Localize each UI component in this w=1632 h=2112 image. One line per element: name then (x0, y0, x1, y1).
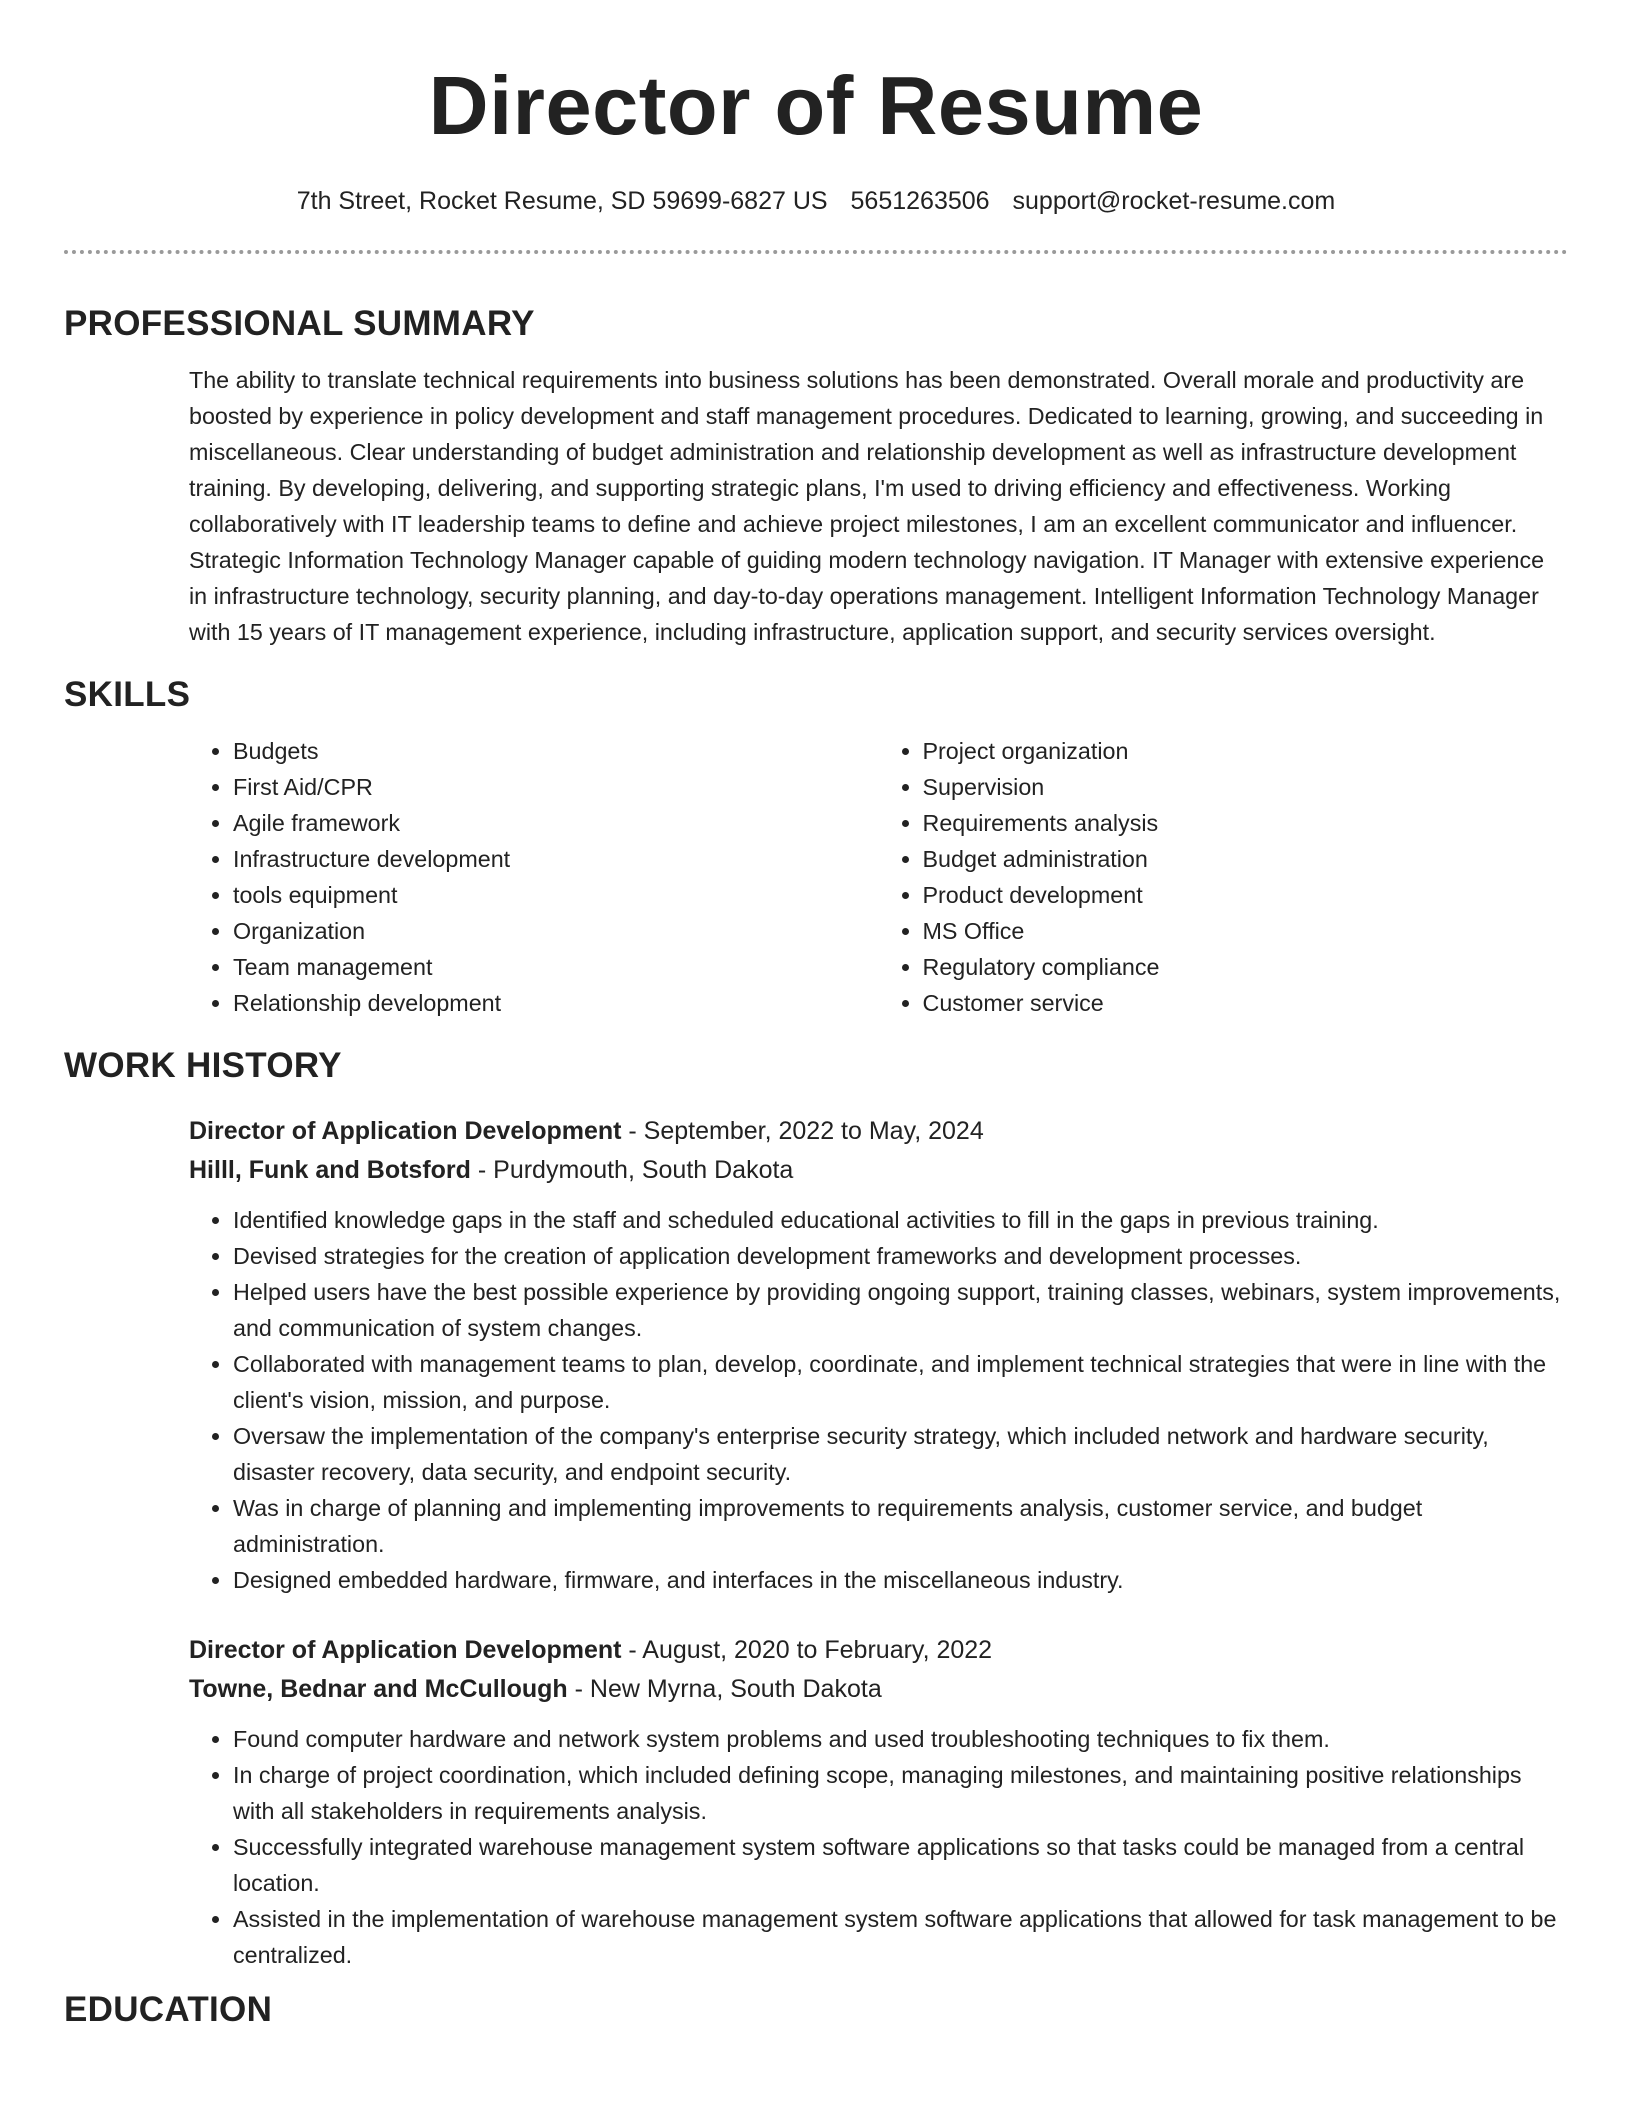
skill-item: • Requirements analysis (923, 805, 1569, 841)
contact-phone: 5651263506 (850, 187, 990, 215)
skill-item: • Team management (233, 949, 879, 985)
education-heading: EDUCATION (64, 1990, 273, 2029)
job-bullet: • Identified knowledge gaps in the staff and scheduled educational activities to fill in the gaps in previous training. (233, 1202, 1568, 1238)
job-company-line (189, 1151, 1568, 1190)
job-title-line (189, 1631, 1568, 1670)
job-bullet: • Assisted in the implementation of warehouse management system software applications that allowed for task management to be centralized. (233, 1901, 1568, 1973)
skills-heading: SKILLS (64, 675, 191, 714)
job-bullet: • Helped users have the best possible experience by providing ongoing support, training classes, webinars, system improvements, and communication of system changes. (233, 1274, 1568, 1346)
skill-item: • Project organization (923, 733, 1569, 769)
summary-section (64, 302, 1568, 650)
resume-name: Director of Resume (428, 59, 1204, 152)
job-bullet: • Oversaw the implementation of the company's enterprise security strategy, which included network and hardware security, disaster recovery, data security, and endpoint security. (233, 1418, 1568, 1490)
summary-heading: PROFESSIONAL SUMMARY (64, 304, 535, 343)
job-company-line (189, 1670, 1568, 1709)
job-location: - New Myrna, South Dakota (567, 1675, 882, 1703)
job-company: Towne, Bednar and McCullough (189, 1675, 568, 1703)
work-history-section (64, 1044, 1568, 1973)
skill-item: • Budgets (233, 733, 879, 769)
skill-item: • First Aid/CPR (233, 769, 879, 805)
job-bullets (189, 1202, 1568, 1598)
job-entry (189, 1112, 1568, 1598)
skill-item: • Relationship development (233, 985, 879, 1021)
job-title-line (189, 1112, 1568, 1151)
skill-item: • Infrastructure development (233, 841, 879, 877)
job-bullets (189, 1721, 1568, 1973)
skill-item: • Organization (233, 913, 879, 949)
job-bullet: • Successfully integrated warehouse management system software applications so that tasks could be managed from a central location. (233, 1829, 1568, 1901)
skill-item: • Customer service (923, 985, 1569, 1021)
resume-page (64, 0, 1568, 2032)
contact-address: 7th Street, Rocket Resume, SD 59699-6827 US (296, 187, 828, 215)
skill-item: • Product development (923, 877, 1569, 913)
work-history-heading: WORK HISTORY (64, 1046, 342, 1085)
job-bullet: • Was in charge of planning and implementing improvements to requirements analysis, customer service, and budget administration. (233, 1490, 1568, 1562)
skills-column-left (189, 733, 879, 1021)
job-dates: - September, 2022 to May, 2024 (621, 1117, 984, 1145)
skill-item: • Budget administration (923, 841, 1569, 877)
contact-email: support@rocket-resume.com (1012, 187, 1336, 215)
job-bullet: • Designed embedded hardware, firmware, and interfaces in the miscellaneous industry. (233, 1562, 1568, 1598)
summary-text: The ability to translate technical requirements into business solutions has been demonstrated. Overall morale and productivity are boosted by experience in policy development and staff management procedures. Dedicated to learning, growing, and succeeding in miscellaneous. Clear understanding of budget administration and relationship development as well as infrastructure development training. By developing, delivering, and supporting strategic plans, I'm used to driving efficiency and effectiveness. Working collaboratively with IT leadership teams to define and achieve project milestones, I am an excellent communicator and influencer. Strategic Information Technology Manager capable of guiding modern technology navigation. IT Manager with extensive experience in infrastructure technology, security planning, and day-to-day operations management. Intelligent Information Technology Manager with 15 years of IT management experience, including infrastructure, application support, and security services oversight. (189, 367, 1545, 645)
job-company: Hilll, Funk and Botsford (189, 1156, 471, 1184)
education-section (64, 1988, 1568, 2032)
skills-grid (189, 733, 1568, 1021)
job-location: - Purdymouth, South Dakota (470, 1156, 794, 1184)
job-bullet: • Found computer hardware and network system problems and used troubleshooting techniques to fix them. (233, 1721, 1568, 1757)
header-divider (64, 250, 1568, 254)
job-bullet: • In charge of project coordination, which included defining scope, managing milestones, and maintaining positive relationships with all stakeholders in requirements analysis. (233, 1757, 1568, 1829)
job-role: Director of Application Development (189, 1636, 622, 1664)
skill-item: • Supervision (923, 769, 1569, 805)
skill-item: • Agile framework (233, 805, 879, 841)
job-dates: - August, 2020 to February, 2022 (621, 1636, 993, 1664)
skills-section (64, 673, 1568, 1021)
job-bullet: • Collaborated with management teams to plan, develop, coordinate, and implement technical strategies that were in line with the client's vision, mission, and purpose. (233, 1346, 1568, 1418)
skills-column-right (879, 733, 1569, 1021)
skill-item: • tools equipment (233, 877, 879, 913)
skill-item: • Regulatory compliance (923, 949, 1569, 985)
job-bullet: • Devised strategies for the creation of application development frameworks and development processes. (233, 1238, 1568, 1274)
contact-line (64, 185, 1568, 217)
skill-item: • MS Office (923, 913, 1569, 949)
job-entry (189, 1631, 1568, 1973)
job-role: Director of Application Development (189, 1117, 622, 1145)
